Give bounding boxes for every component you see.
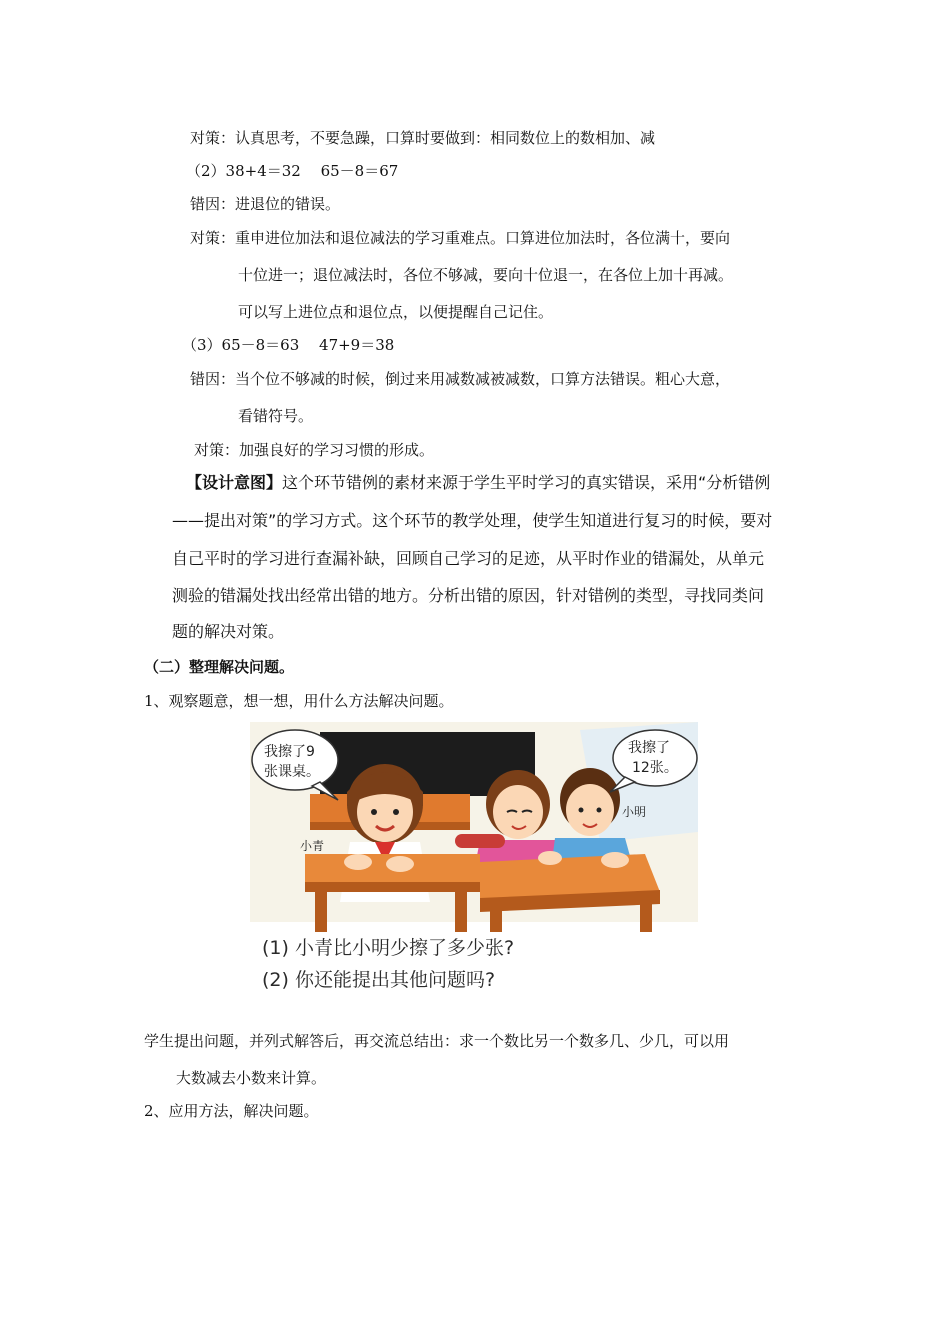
bubble-left-line1: 我擦了9 (264, 744, 315, 760)
strategy-2-line-2: 十位进一；退位减法时，各位不够减，要向十位退一，在各位上加十再减。 (238, 266, 734, 284)
question-2: (2) 你还能提出其他问题吗? (262, 969, 496, 991)
error-cause-3-line-1: 错因：当个位不够减的时候，倒过来用减数减被减数，口算方法错误。粗心大意， (190, 370, 731, 388)
section-heading: （二）整理解决问题。 (144, 658, 295, 676)
question-1: (1) 小青比小明少擦了多少张? (262, 937, 515, 959)
strategy-2-line-1: 对策：重申进位加法和退位减法的学习重难点。口算进位加法时，各位满十，要向 (190, 229, 731, 247)
summary-line-2: 大数减去小数来计算。 (176, 1069, 327, 1087)
classroom-illustration (250, 722, 698, 994)
item-1: 1、观察题意，想一想，用什么方法解决问题。 (144, 692, 454, 710)
name-label-xiaoqing: 小青 (300, 839, 325, 853)
bubble-left-line2: 张课桌。 (264, 764, 320, 780)
strategy-3: 对策：加强良好的学习习惯的形成。 (194, 441, 435, 459)
bubble-right-line2: 12张。 (632, 760, 678, 776)
name-label-xiaoming: 小明 (622, 805, 647, 819)
design-intent-label: 【设计意图】 (186, 473, 283, 492)
strategy-line-1: 对策：认真思考，不要急躁，口算时要做到：相同数位上的数相加、减 (190, 129, 656, 147)
example-3-equations: （3）65－8＝63 47+9＝38 (182, 336, 395, 354)
error-cause-2: 错因：进退位的错误。 (190, 195, 341, 213)
strategy-2-line-3: 可以写上进位点和退位点，以便提醒自己记住。 (238, 303, 554, 321)
summary-line-1: 学生提出问题，并列式解答后，再交流总结出：求一个数比另一个数多几、少几，可以用 (144, 1032, 730, 1050)
design-intent-text: 这个环节错例的素材来源于学生平时学习的真实错误，采用“分析错例 (282, 473, 771, 492)
bubble-right-line1: 我擦了 (628, 740, 670, 756)
design-intent-line-2: ——提出对策”的学习方式。这个环节的教学处理，使学生知道进行复习的时候，要对 (172, 511, 773, 530)
item-2: 2、应用方法，解决问题。 (144, 1102, 319, 1120)
design-intent-line-3: 自己平时的学习进行查漏补缺，回顾自己学习的足迹，从平时作业的错漏处，从单元 (172, 549, 765, 568)
design-intent-line-1 (186, 472, 770, 494)
design-intent-line-4: 测验的错漏处找出经常出错的地方。分析出错的原因，针对错例的类型，寻找同类问 (172, 586, 765, 605)
example-2-equations: （2）38+4＝32 65－8＝67 (186, 162, 399, 180)
design-intent-line-5: 题的解决对策。 (172, 622, 285, 641)
error-cause-3-line-2: 看错符号。 (238, 407, 314, 425)
